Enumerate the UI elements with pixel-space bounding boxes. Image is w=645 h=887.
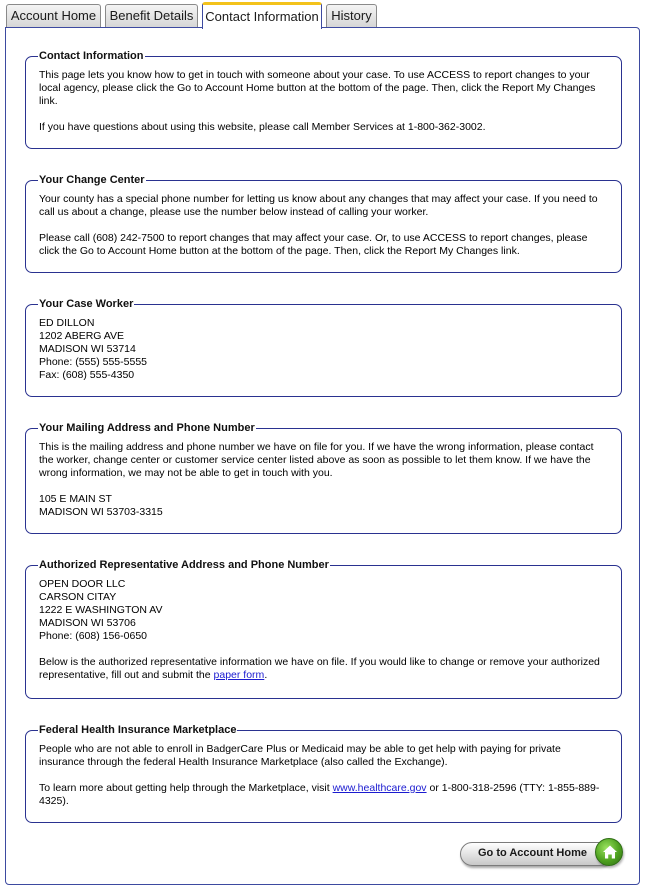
- section-title: Federal Health Insurance Marketplace: [39, 724, 237, 736]
- marketplace-section: [25, 724, 622, 823]
- worker-phone: Phone: (555) 555-5555: [39, 356, 147, 368]
- mailing-address-section: [25, 422, 622, 534]
- case-worker-section: [25, 298, 622, 397]
- rep-phone: Phone: (608) 156-0650: [39, 630, 147, 642]
- member-services-text: If you have questions about using this website, please call Member Services at 1-800-362-3002.: [39, 121, 486, 133]
- section-title: Your Change Center: [39, 174, 145, 186]
- marketplace-text-after: or 1-800-318-2596 (TTY: 1-855-889-4325).: [39, 782, 600, 807]
- section-title: Authorized Representative Address and Phone Number: [39, 559, 329, 571]
- rep-org: OPEN DOOR LLC: [39, 578, 126, 590]
- authorized-representative-section: [25, 559, 622, 699]
- worker-city: MADISON WI 53714: [39, 343, 136, 355]
- tab-account-home[interactable]: Account Home: [6, 4, 101, 27]
- change-center-intro: Your county has a special phone number for letting us know about any changes that may affect your case. If you need to call us about a change, please use the number below instead of calling your worker.: [39, 193, 598, 218]
- mailing-street: 105 E MAIN ST: [39, 493, 112, 505]
- worker-fax: Fax: (608) 555-4350: [39, 369, 135, 381]
- change-center-section: [25, 174, 622, 273]
- house-icon[interactable]: [595, 838, 623, 866]
- worker-name: ED DILLON: [39, 317, 95, 329]
- rep-change-text-before: Below is the authorized representative information we have on file. If you would like to change or remove your authorized representative, fill out and submit the: [39, 656, 600, 681]
- marketplace-intro: People who are not able to enroll in BadgerCare Plus or Medicaid may be able to get help with paying for private insurance through the federal Health Insurance Marketplace (also called the Exchange).: [39, 743, 561, 768]
- tab-contact-information[interactable]: Contact Information: [202, 2, 322, 29]
- go-to-account-home-button[interactable]: [458, 838, 624, 868]
- tab-benefit-details[interactable]: Benefit Details: [105, 4, 198, 27]
- worker-street: 1202 ABERG AVE: [39, 330, 125, 342]
- marketplace-contact-text: [39, 782, 609, 808]
- contact-information-panel: [5, 27, 640, 885]
- mailing-intro: This is the mailing address and phone number we have on file for you. If we have the wrong information, please contact the worker, change center or customer service center listed above as soon as possible to let them know. If we have the wrong information, we may not be able to get in touch with you.: [39, 441, 594, 479]
- tab-history[interactable]: History: [326, 4, 377, 27]
- rep-street: 1222 E WASHINGTON AV: [39, 604, 163, 616]
- section-title: Contact Information: [39, 50, 144, 62]
- contact-information-section: [25, 50, 622, 149]
- mailing-city: MADISON WI 53703-3315: [39, 506, 163, 518]
- change-center-phone-text: Please call (608) 242-7500 to report changes that may affect your case. Or, to use ACCESS to report changes, please click the Go to Account Home button at the bottom of the page. Then, click the Report My Changes link.: [39, 232, 588, 257]
- section-title: Your Mailing Address and Phone Number: [39, 422, 255, 434]
- rep-change-text: [39, 656, 609, 682]
- healthcare-gov-link[interactable]: www.healthcare.gov: [332, 782, 427, 794]
- intro-text: This page lets you know how to get in touch with someone about your case. To use ACCESS to report changes to your local agency, please click the Go to Account Home button at the bottom of the page. Then, click the Report My Changes link.: [39, 69, 596, 107]
- section-title: Your Case Worker: [39, 298, 134, 310]
- rep-name: CARSON CITAY: [39, 591, 117, 603]
- tab-bar: [0, 0, 645, 28]
- rep-city: MADISON WI 53706: [39, 617, 136, 629]
- marketplace-text-before: To learn more about getting help through the Marketplace, visit: [39, 782, 330, 794]
- rep-change-text-after: .: [264, 669, 268, 681]
- button-label[interactable]: Go to Account Home: [478, 847, 587, 859]
- paper-form-link[interactable]: paper form: [213, 669, 265, 681]
